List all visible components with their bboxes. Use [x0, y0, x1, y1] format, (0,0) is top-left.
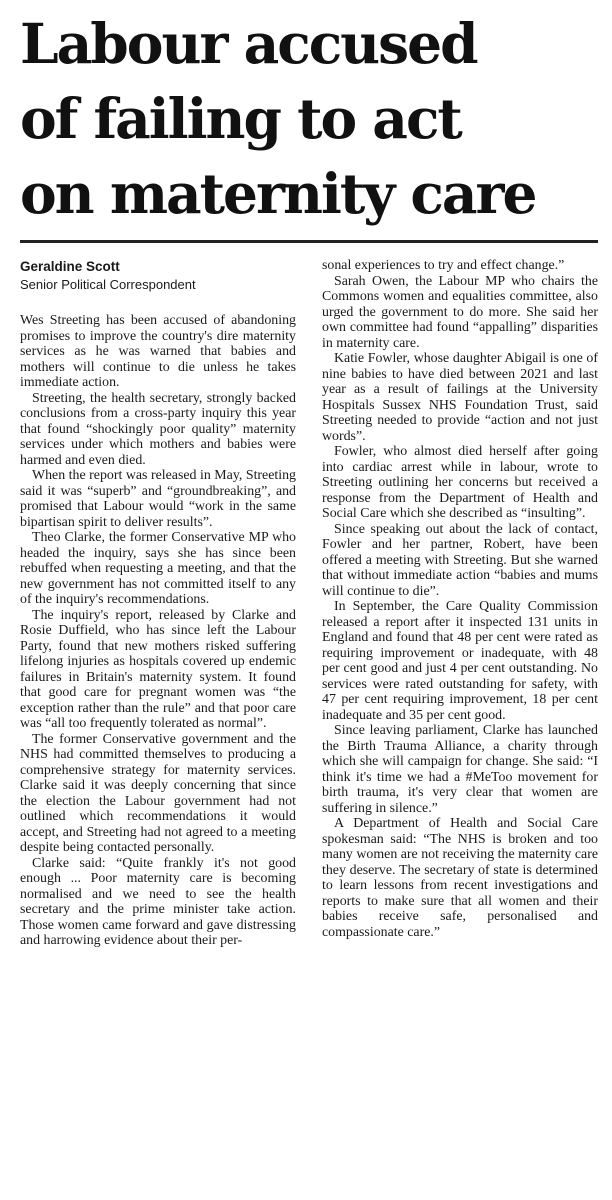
paragraph: Since leaving parliament, Clarke has launched the Birth Trauma Alliance, a charity through which she will campaign for change. She said: “I think it's time we had a #MeToo movement for birth trauma, it's very clear that women are suffering in silence.”: [322, 723, 598, 816]
byline-author: Geraldine Scott: [20, 259, 120, 274]
paragraph: A Department of Health and Social Care spokesman said: “The NHS is broken and too many women are not receiving the maternity care they deserve. The secretary of state is determined to learn lessons from recent investigations and reports to make sure that all women and their babies receive safe, personalised and compassionate care.”: [322, 816, 598, 940]
paragraph: The inquiry's report, released by Clarke and Rosie Duffield, who has since left the Labour Party, found that new mothers risked suffering lifelong injuries as hospitals covered up endemic failures in Britain's maternity system. It found that good care for pregnant women was “the exception rather than the rule” and that poor care was “all too frequently tolerated as normal”.: [20, 607, 296, 731]
paragraph: Streeting, the health secretary, strongly backed conclusions from a cross-party inquiry this year that found “shockingly poor quality” maternity services under which mothers and babies were harmed and even died.: [20, 390, 296, 468]
headline-divider: [20, 240, 598, 243]
byline: [20, 258, 296, 294]
paragraph: In September, the Care Quality Commission released a report after it inspected 131 units in England and found that 48 per cent were rated as requiring improvement or inadequate, with 48 per cent good and just 4 per cent outstanding. No services were rated outstanding for safety, with 47 per cent requiring improvement, 18 per cent inadequate and 35 per cent good.: [322, 599, 598, 723]
paragraph: Clarke said: “Quite frankly it's not good enough ... Poor maternity care is becoming normalised and we need to see the health secretary and the prime minister take action. Those women came forward and gave distressing and harrowing evidence about their per-: [20, 855, 296, 948]
headline-line-1: Labour accused: [20, 11, 477, 76]
headline-line-3: on maternity care: [20, 161, 536, 226]
paragraph: The former Conservative government and the NHS had committed themselves to producing a comprehensive strategy for maternity services. Clarke said it was deeply concerning that since the election the Labour government had not outlined which recommendations it would accept, and Streeting had not agreed to a meeting despite being contacted personally.: [20, 731, 296, 855]
headline: [20, 0, 598, 231]
article-column-left: [20, 258, 296, 1193]
paragraph-continued: sonal experiences to try and effect change.”: [322, 258, 565, 273]
article-column-right: [322, 258, 598, 1193]
article-body: [20, 258, 598, 1198]
paragraph: Wes Streeting has been accused of abandoning promises to improve the country's dire maternity services as he was warned that babies and mothers will continue to die unless he takes immediate action.: [20, 313, 296, 390]
paragraph: Sarah Owen, the Labour MP who chairs the Commons women and equalities committee, also urged the government to do more. She said her own committee had found “appalling” disparities in maternity care.: [322, 273, 598, 351]
paragraph: Theo Clarke, the former Conservative MP who headed the inquiry, says she has since been rebuffed when requesting a meeting, and that the new government has not committed itself to any of the inquiry's recommendations.: [20, 530, 296, 607]
paragraph: Fowler, who almost died herself after going into cardiac arrest while in labour, wrote to Streeting outlining her concerns but received a response from the Department of Health and Social Care which she described as “insulting”.: [322, 444, 598, 521]
paragraph: Since speaking out about the lack of contact, Fowler and her partner, Robert, have been offered a meeting with Streeting. But she warned that without immediate action “babies and mums will continue to die”.: [322, 521, 598, 599]
paragraph: When the report was released in May, Streeting said it was “superb” and “groundbreaking”, and promised that Labour would “work in the same bipartisan spirit to deliver results”.: [20, 468, 296, 530]
headline-line-2: of failing to act: [20, 86, 461, 151]
paragraph: Katie Fowler, whose daughter Abigail is one of nine babies to have died between 2021 and last year as a result of failings at the University Hospitals Sussex NHS Foundation Trust, said Streeting needed to provide “action and not just words”.: [322, 351, 598, 444]
byline-role: Senior Political Correspondent: [20, 277, 196, 292]
